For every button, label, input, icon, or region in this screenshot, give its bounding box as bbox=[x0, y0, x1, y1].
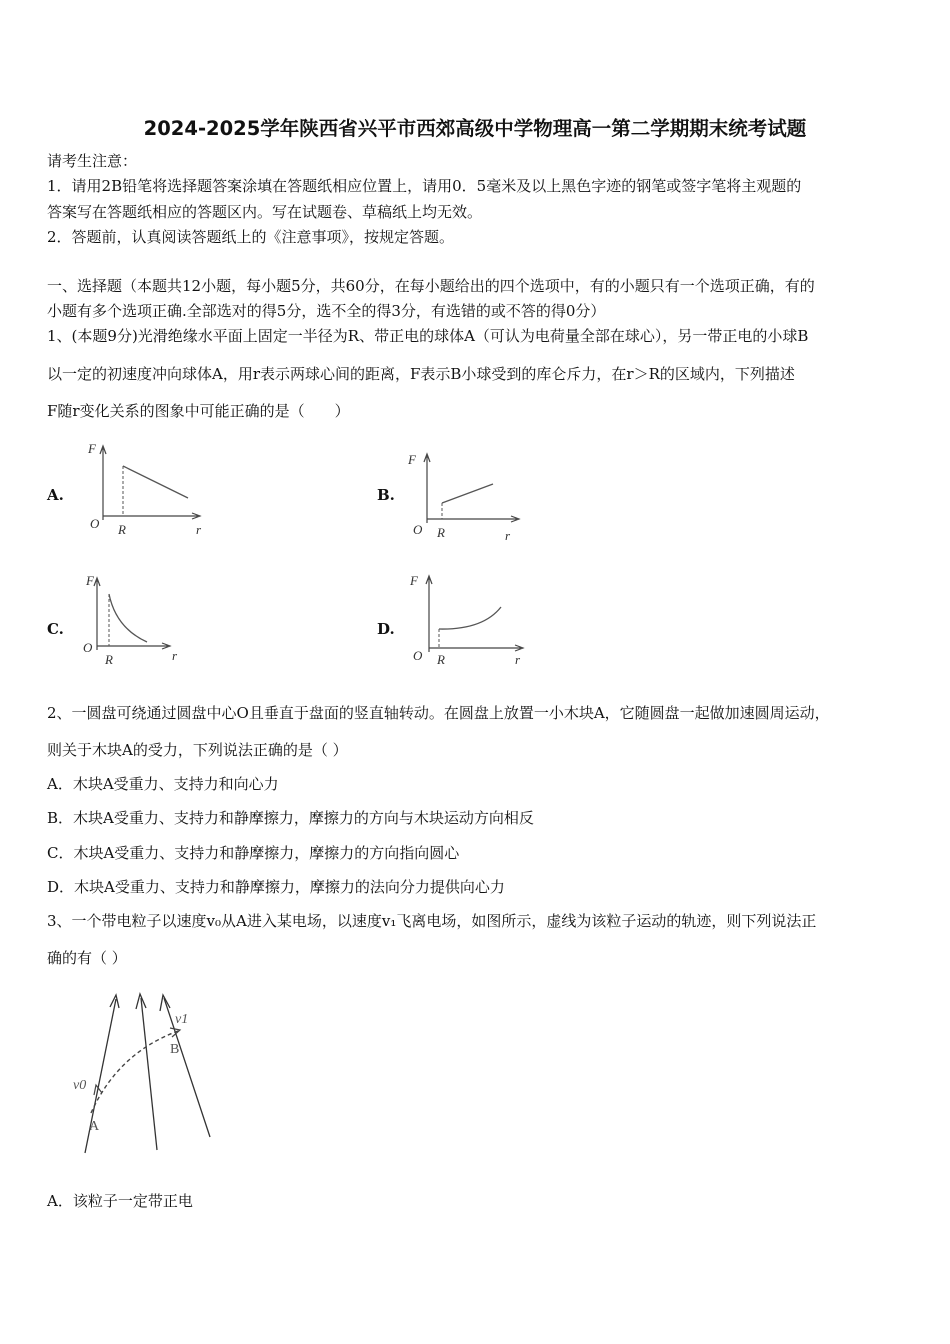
q1-option-c-label: C. bbox=[47, 620, 64, 638]
q3-line-1: 3、一个带电粒子以速度v₀从A进入某电场，以速度v₁飞离电场，如图所示，虚线为该粒子运动的轨迹，则下列说法正 bbox=[47, 912, 817, 930]
v1-label: v1 bbox=[175, 1012, 189, 1027]
section-line-1: 一、选择题（本题共12小题，每小题5分，共60分，在每小题给出的四个选项中，有的小题只有一个选项正确，有的 bbox=[47, 277, 815, 295]
r-mark-label: R bbox=[118, 522, 126, 537]
q1-line-2: 以一定的初速度冲向球体A，用r表示两球心间的距离，F表示B小球受到的库仑斥力，在r＞R的区域内，下列描述 bbox=[47, 365, 795, 383]
v0-label: v0 bbox=[73, 1078, 87, 1093]
q1-option-b-label: B. bbox=[377, 486, 395, 504]
q1-option-a-label: A. bbox=[47, 486, 64, 504]
page-title: 2024-2025学年陕西省兴平市西郊高级中学物理高一第二学期期末统考试题 bbox=[143, 117, 807, 140]
q2-line-1: 2、一圆盘可绕通过圆盘中心O且垂直于盘面的竖直轴转动。在圆盘上放置一小木块A，它随圆盘一起做加速圆周运动， bbox=[47, 704, 830, 722]
q1-line-1: 1、(本题9分)光滑绝缘水平面上固定一半径为R、带正电的球体A（可认为电荷量全部在球心），另一带正电的小球B bbox=[47, 327, 809, 345]
f-axis-label: F bbox=[410, 573, 418, 588]
f-axis-label: F bbox=[408, 452, 416, 467]
q2-line-2: 则关于木块A的受力，下列说法正确的是（ ） bbox=[47, 741, 348, 759]
notice-line-2: 2．答题前，认真阅读答题纸上的《注意事项》，按规定答题。 bbox=[47, 228, 455, 246]
q2-option-a: A．木块A受重力、支持力和向心力 bbox=[47, 775, 279, 793]
q3-option-a: A．该粒子一定带正电 bbox=[47, 1192, 193, 1210]
f-axis-label: F bbox=[88, 441, 96, 456]
point-b-label: B bbox=[170, 1042, 180, 1057]
q1-graph-d bbox=[405, 572, 530, 670]
f-axis-label: F bbox=[86, 573, 94, 588]
r-axis-label: r bbox=[505, 528, 511, 543]
notice-line-1: 1．请用2B铅笔将选择题答案涂填在答题纸相应位置上，请用0．5毫米及以上黑色字迹的钢笔或签字笔将主观题的 bbox=[47, 177, 802, 195]
point-a-label: A bbox=[89, 1119, 100, 1134]
origin-label: O bbox=[90, 516, 100, 531]
q1-option-d-label: D. bbox=[377, 620, 395, 638]
section-line-2: 小题有多个选项正确.全部选对的得5分，选不全的得3分，有选错的或不答的得0分） bbox=[47, 302, 606, 320]
q3-field-figure bbox=[68, 985, 218, 1160]
q1-line-3: F随r变化关系的图象中可能正确的是（ ） bbox=[47, 402, 350, 420]
q2-option-d: D．木块A受重力、支持力和静摩擦力，摩擦力的法向分力提供向心力 bbox=[47, 878, 505, 896]
q1-graph-a bbox=[80, 440, 210, 540]
notice-line-1b: 答案写在答题纸相应的答题区内。写在试题卷、草稿纸上均无效。 bbox=[47, 203, 483, 221]
q2-option-b: B．木块A受重力、支持力和静摩擦力，摩擦力的方向与木块运动方向相反 bbox=[47, 809, 534, 827]
r-mark-label: R bbox=[437, 525, 445, 540]
origin-label: O bbox=[83, 640, 93, 655]
q1-graph-b bbox=[405, 450, 525, 545]
origin-label: O bbox=[413, 648, 423, 663]
r-mark-label: R bbox=[105, 652, 113, 667]
q3-line-2: 确的有（ ） bbox=[47, 949, 127, 967]
origin-label: O bbox=[413, 522, 423, 537]
r-axis-label: r bbox=[515, 652, 521, 667]
q1-graph-c bbox=[80, 570, 190, 670]
q2-option-c: C．木块A受重力、支持力和静摩擦力，摩擦力的方向指向圆心 bbox=[47, 844, 460, 862]
r-axis-label: r bbox=[172, 648, 178, 663]
r-axis-label: r bbox=[196, 522, 202, 537]
r-mark-label: R bbox=[437, 652, 445, 667]
notice-heading: 请考生注意： bbox=[47, 152, 138, 170]
